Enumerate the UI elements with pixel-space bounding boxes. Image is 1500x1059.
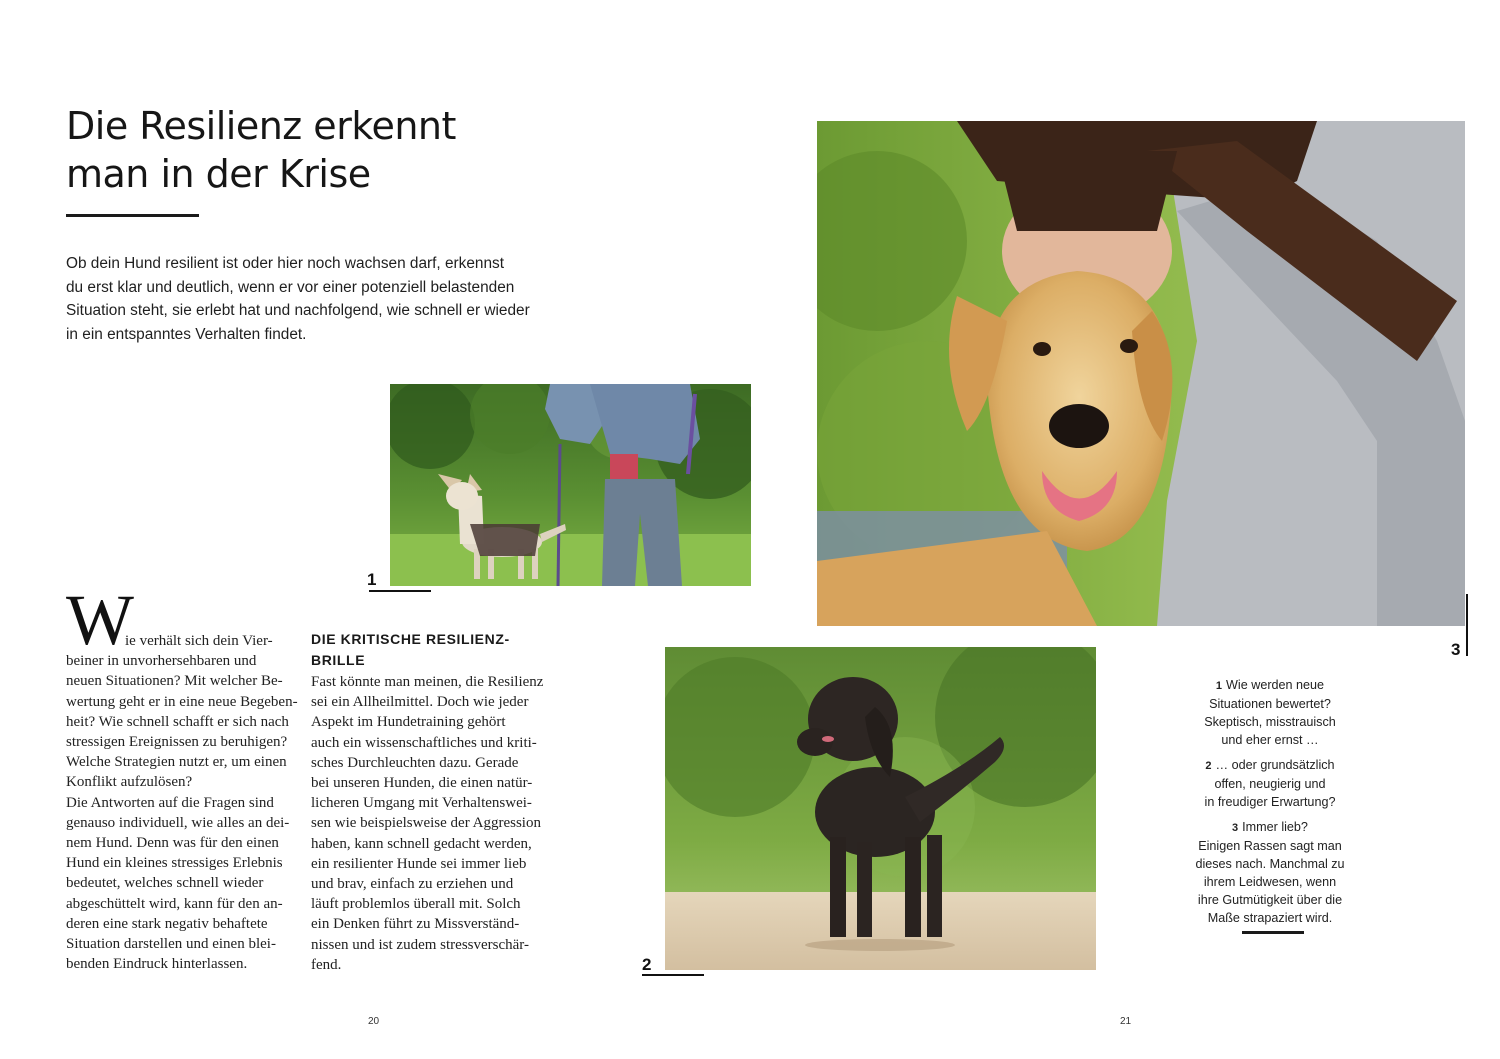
caption-line: Situationen bewertet?: [1209, 697, 1331, 711]
caption-line: dieses nach. Manchmal zu: [1195, 857, 1345, 871]
headline-line-2: man in der Krise: [66, 152, 371, 196]
caption-line: in freudiger Erwartung?: [1204, 795, 1336, 809]
body-line: wertung geht er in eine neue Begeben-: [66, 693, 298, 710]
caption-1-number: 1: [1215, 680, 1223, 692]
photo-3-number: 3: [1451, 640, 1461, 659]
headline-rule: [66, 214, 199, 217]
body-line: Aspekt im Hundetraining gehört: [311, 714, 506, 731]
photo-captions: [1185, 676, 1355, 934]
intro-line: in ein entspanntes Verhalten findet.: [66, 325, 307, 343]
photo-3-number-rule: [1466, 594, 1468, 656]
dropcap: W: [66, 580, 134, 660]
body-line: neuen Situationen? Mit welcher Be-: [66, 673, 283, 690]
body-line: sen wie beispielsweise der Aggression: [311, 815, 541, 832]
body-line: ie verhält sich dein Vier-: [125, 633, 273, 649]
caption-line: ihre Gutmütigkeit über die: [1197, 893, 1343, 907]
body-line: Hund ein kleines stressiges Erlebnis: [66, 855, 283, 872]
captions-rule: [1242, 931, 1304, 934]
caption-2: [1185, 756, 1355, 811]
caption-line: Skeptisch, misstrauisch: [1204, 715, 1336, 729]
caption-line: Maße strapaziert wird.: [1207, 911, 1333, 925]
body-line: stressigen Ereignissen zu beruhigen?: [66, 734, 288, 751]
section-heading-line: DIE KRITISCHE RESILIENZ-: [311, 631, 510, 647]
body-line: fend.: [311, 956, 342, 973]
intro-line: Situation steht, sie erlebt hat und nachfolgend, wie schnell er wieder: [66, 302, 530, 319]
body-line: haben, kann schnell gedacht werden,: [311, 835, 532, 852]
body-line: Konflikt aufzulösen?: [66, 774, 193, 791]
intro-line: Ob dein Hund resilient ist oder hier noch wachsen darf, erkennst: [66, 255, 505, 272]
photo-2-number: 2: [642, 955, 652, 974]
section-heading: [311, 629, 510, 671]
body-line: ein resilienter Hunde sei immer lieb: [311, 855, 527, 872]
body-line: sches Durchleuchten dazu. Gerade: [311, 754, 519, 771]
caption-line: Einigen Rassen sagt man: [1198, 839, 1342, 853]
section-heading-line: BRILLE: [311, 652, 366, 668]
body-line: benden Eindruck hinterlassen.: [66, 956, 248, 973]
body-line: Fast könnte man meinen, die Resilienz: [311, 674, 544, 690]
body-column-left: [66, 631, 301, 974]
body-line: läuft problemlos überall mit. Solch: [311, 896, 521, 913]
body-line: bedeutet, welches schnell wieder: [66, 875, 264, 892]
body-line: sei ein Allheilmittel. Doch wie jeder: [311, 694, 529, 711]
page-number-right: 21: [1120, 1016, 1132, 1027]
headline-line-1: Die Resilienz erkennt: [66, 104, 456, 148]
caption-3-number: 3: [1232, 822, 1239, 834]
photo-1-number: 1: [367, 570, 377, 589]
page-number-left: 20: [368, 1016, 380, 1027]
photo-3-woman-hugging-golden-retriever: [817, 121, 1465, 626]
photo-1-number-rule: [369, 590, 431, 592]
body-line: Situation darstellen und einen blei-: [66, 936, 276, 953]
body-line: nem Hund. Denn was für den einen: [66, 835, 279, 852]
body-line: nissen und ist zudem stressverschär-: [311, 936, 529, 953]
intro-paragraph: [66, 252, 546, 346]
headline: [66, 102, 546, 198]
body-line: genauso individuell, wie alles an dei-: [66, 814, 290, 831]
body-line: abgeschüttelt wird, kann für den an-: [66, 895, 283, 912]
photo-2-number-rule: [642, 974, 704, 976]
body-column-right: [311, 672, 551, 975]
caption-2-number: 2: [1205, 760, 1212, 772]
caption-line: Immer lieb?: [1242, 820, 1308, 834]
caption-1: [1185, 676, 1355, 749]
body-line: beiner in unvorhersehbaren und: [66, 653, 257, 670]
body-line: auch ein wissenschaftliches und kriti-: [311, 734, 537, 751]
body-line: und brav, einfach zu erziehen und: [311, 876, 514, 893]
body-line: deren eine stark negativ behaftete: [66, 915, 268, 932]
caption-line: … oder grundsätzlich: [1215, 758, 1335, 772]
body-line: ein Denken führt zu Missverständ-: [311, 916, 520, 933]
photo-1-small-dog-with-person: [390, 384, 751, 586]
caption-3: [1185, 818, 1355, 927]
caption-line: Wie werden neue: [1226, 678, 1325, 692]
caption-line: und eher ernst …: [1221, 733, 1319, 747]
intro-line: du erst klar und deutlich, wenn er vor einer potenziell belastenden: [66, 278, 515, 296]
body-line: licheren Umgang mit Verhaltenswei-: [311, 795, 532, 812]
caption-line: ihrem Leidwesen, wenn: [1203, 875, 1337, 889]
body-line: Die Antworten auf die Fragen sind: [66, 794, 274, 811]
body-line: heit? Wie schnell schafft er sich nach: [66, 713, 289, 730]
body-line: bei unseren Hunden, die einen natür-: [311, 775, 533, 792]
body-line: Welche Strategien nutzt er, um einen: [66, 754, 287, 771]
photo-2-black-curly-dog-on-sand: [665, 647, 1096, 970]
caption-line: offen, neugierig und: [1214, 777, 1326, 791]
